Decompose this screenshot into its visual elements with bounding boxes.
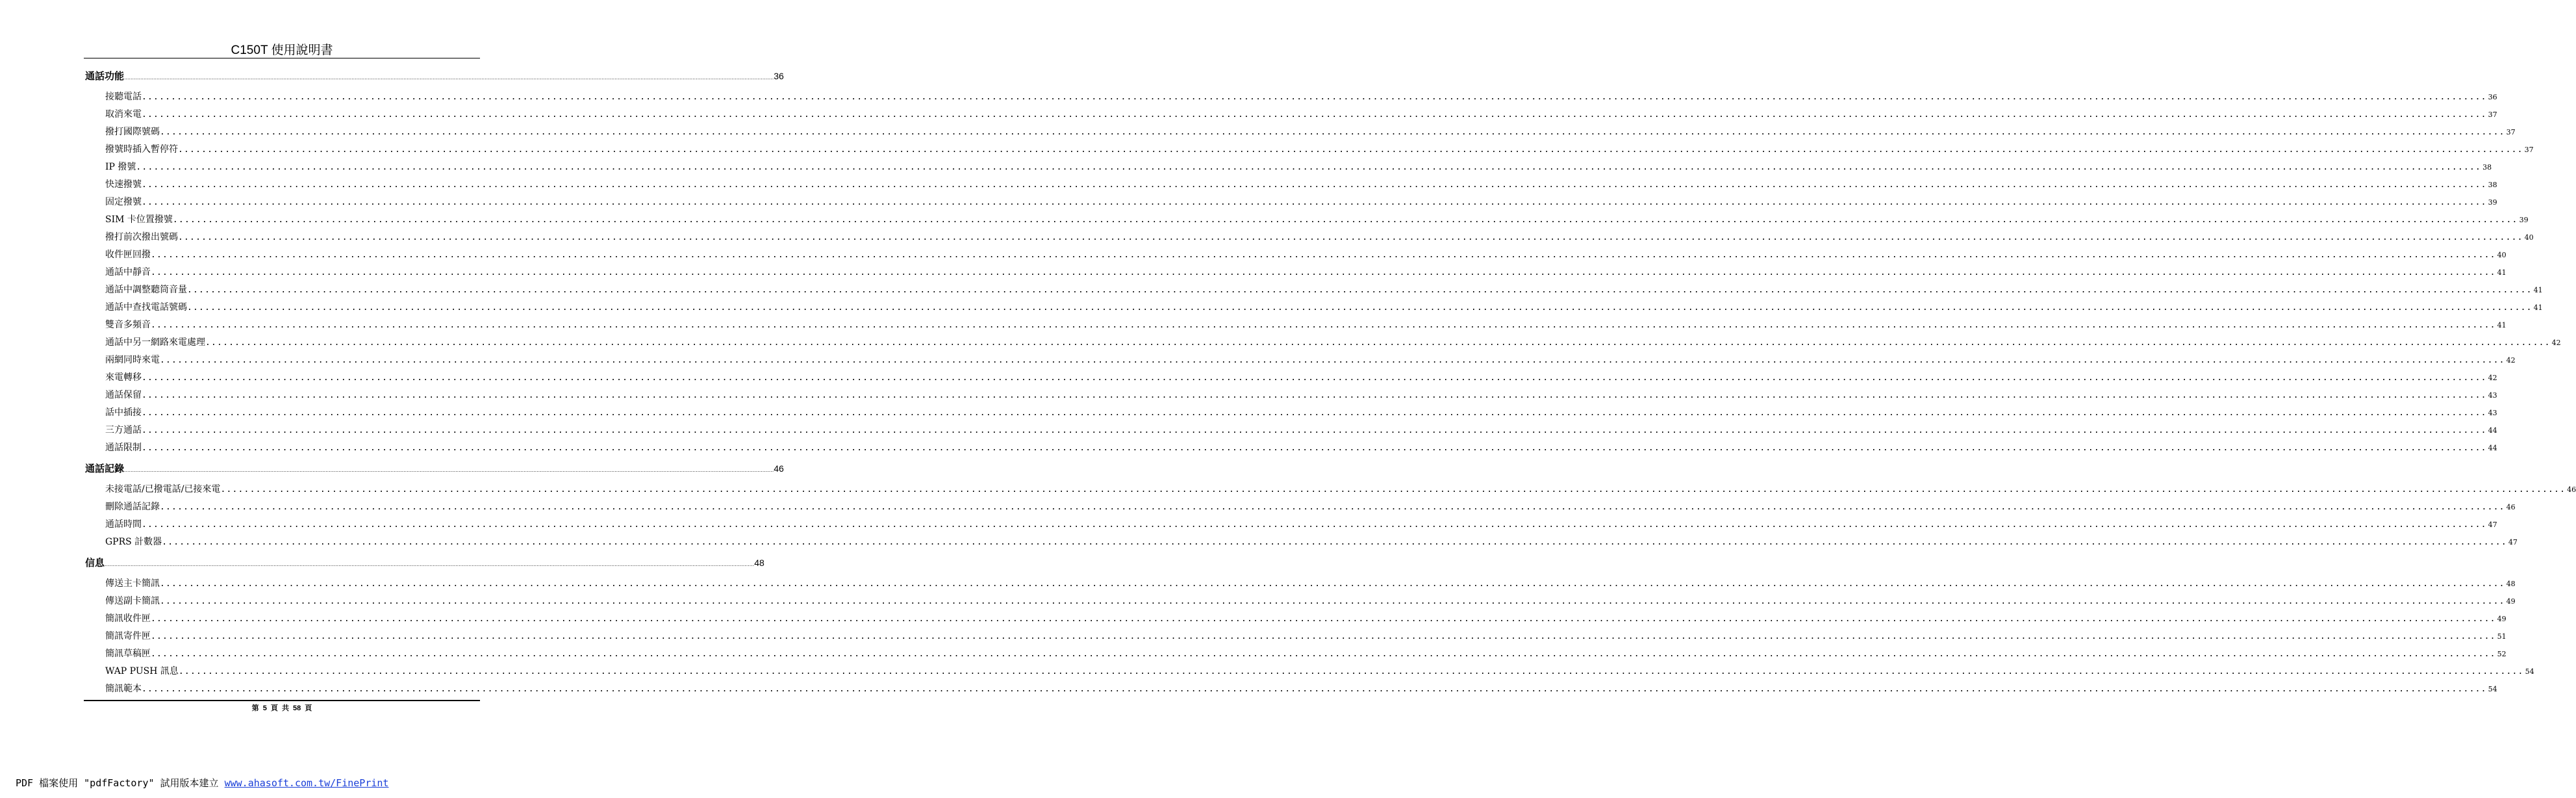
dot-leader: ................................................................................................................................................................................................................................................................................................................................................................................................................ [142,198,2487,207]
toc-item[interactable] [85,663,2534,680]
dot-leader: ................................................................................................................................................................................................................................................................................................................................................................................................................ [142,426,2487,435]
dot-leader: ................................................................................................................................................................................................................................................................................................................................................................................................................ [178,145,2523,155]
toc-entry-title: 簡訊草稿匣 [105,649,151,659]
toc-item[interactable] [85,628,2507,645]
toc-entry-page: 43 [2488,409,2497,417]
toc-entry-page: 36 [774,71,784,81]
dot-leader: ................................................................................................................................................................................................................................................................................................................................................................................................................ [136,162,2482,172]
toc-entry-title: 通話中查找電話號碼 [105,302,187,313]
toc-item[interactable] [85,516,2497,534]
toc-entry-page: 39 [2519,216,2529,224]
toc-item[interactable] [85,387,2497,404]
toc-item[interactable] [85,159,2492,176]
dot-leader: ................................................................................................................................................................................................................................................................................................................................................................................................................ [160,127,2505,137]
toc-item[interactable] [85,211,2529,229]
dot-leader: ................................................................................................................................................................................................................................................................................................................................................................................................................ [151,614,2496,624]
dot-leader: ................................................................................................................................................................................................................................................................................................................................................................................................................ [220,485,2566,495]
toc-entry-title: 通話中靜音 [105,267,151,277]
toc-entry-page: 52 [2497,650,2507,658]
toc-item[interactable] [85,439,2497,457]
toc-entry-page: 44 [2488,426,2497,435]
toc-section[interactable] [85,68,784,85]
toc-entry-page: 47 [2508,538,2518,547]
dot-leader: ................................................................................................................................................................................................................................................................................................................................................................................................................ [160,355,2505,365]
toc-entry-page: 51 [2497,632,2507,641]
toc-entry-page: 40 [2524,233,2534,242]
toc-item[interactable] [85,194,2497,211]
dot-leader: ................................................................................................................................................................................................................................................................................................................................................................................................................ [187,285,2532,295]
pdf-factory-link[interactable]: www.ahasoft.com.tw/FinePrint [224,777,389,789]
dot-leader: ................................................................................................................................................................................................................................................................................................................................................................................................................ [205,338,2551,348]
toc-item[interactable] [85,610,2507,628]
dot-leader: ................................................................................................................................................................................................................................................................................................................................................................................................................ [160,579,2505,589]
toc-entry-page: 37 [2506,128,2516,136]
toc-entry-page: 54 [2488,685,2497,693]
toc-item[interactable] [85,316,2507,334]
toc-item[interactable] [85,281,2543,299]
toc-item[interactable] [85,575,2516,593]
toc-entry-title: WAP PUSH 訊息 [105,666,179,676]
pdf-note-text: PDF 檔案使用 "pdfFactory" 試用版本建立 [16,777,225,789]
dot-leader: ................................................................................................................................................................................................................................................................................................................................................................................................................ [142,684,2487,694]
toc-entry-title: 通話保留 [105,390,142,400]
dot-leader: ................................................................................................................................................................................................................................................................................................................................................................................................................ [142,373,2487,383]
toc-item[interactable] [85,141,2534,159]
toc-entry-title: 未接電話/已撥電話/已接來電 [105,484,221,495]
toc-entry-page: 48 [2506,580,2516,588]
dot-leader: ................................................................................................................................................................................................................................................................................................................................................................................................................ [142,520,2487,530]
toc-entry-title: 通話記錄 [85,463,125,474]
dot-leader: ................................................................................................................................................................................................................................................................................................................................................................................................................ [187,303,2532,313]
toc-section[interactable] [85,554,764,572]
dot-leader: ................................................................................................................................................................................................................................................................................................................................................................................................................ [178,667,2524,676]
toc-entry-title: 來電轉移 [105,372,142,383]
dot-leader: ................................................................................................................................................................................................................................................................................................................................................................................................................ [124,467,774,473]
toc-item[interactable] [85,404,2497,422]
toc-entry-title: 接聽電話 [105,92,142,102]
toc-item[interactable] [85,88,2497,106]
toc-item[interactable] [85,534,2518,551]
dot-leader: ................................................................................................................................................................................................................................................................................................................................................................................................................ [142,391,2487,400]
toc-entry-title: IP 撥號 [105,162,136,172]
dot-leader: ................................................................................................................................................................................................................................................................................................................................................................................................................ [124,74,774,81]
toc-entry-page: 39 [2488,198,2497,207]
toc-item[interactable] [85,334,2561,352]
page-number: 第 5 頁 共 58 頁 [251,704,312,712]
toc-entry-page: 41 [2533,303,2543,312]
toc-entry-title: 雙音多頻音 [105,320,151,330]
toc-item[interactable] [85,176,2497,194]
toc-entry-page: 49 [2497,615,2507,623]
dot-leader: ................................................................................................................................................................................................................................................................................................................................................................................................................ [142,92,2487,102]
toc-entry-page: 42 [2488,374,2497,382]
toc-entry-page: 46 [2506,503,2516,511]
toc-entry-page: 36 [2488,93,2497,101]
dot-leader: ................................................................................................................................................................................................................................................................................................................................................................................................................ [151,320,2496,330]
toc-entry-title: 刪除通話記錄 [105,502,160,512]
toc-item[interactable] [85,352,2516,369]
toc-entry-title: 通話中調整聽筒音量 [105,285,187,295]
toc-entry-title: 撥號時插入暫停符 [105,144,178,155]
toc-entry-title: GPRS 計數器 [105,537,162,547]
dot-leader: ................................................................................................................................................................................................................................................................................................................................................................................................................ [172,215,2518,225]
toc-item[interactable] [85,299,2543,316]
toc-entry-title: 通話功能 [85,71,125,82]
dot-leader: ................................................................................................................................................................................................................................................................................................................................................................................................................ [151,250,2496,260]
toc-entry-title: 簡訊範本 [105,684,142,694]
toc-entry-page: 42 [2551,339,2561,347]
toc-item[interactable] [85,369,2497,387]
toc-entry-page: 41 [2497,268,2507,277]
toc-item[interactable] [85,229,2534,246]
dot-leader: ................................................................................................................................................................................................................................................................................................................................................................................................................ [151,268,2496,277]
toc-entry-title: 取消來電 [105,109,142,120]
toc-entry-page: 38 [2482,163,2492,172]
toc-entry-title: 通話時間 [105,519,142,530]
dot-leader: ................................................................................................................................................................................................................................................................................................................................................................................................................ [142,110,2487,120]
toc-item[interactable] [85,498,2516,516]
toc-entry-page: 38 [2488,181,2497,189]
dot-leader: ................................................................................................................................................................................................................................................................................................................................................................................................................ [160,502,2505,512]
toc-entry-title: 通話限制 [105,443,142,453]
toc-entry-title: 通話中另一網路來電處理 [105,337,205,348]
dot-leader: ................................................................................................................................................................................................................................................................................................................................................................................................................ [151,632,2496,641]
toc-entry-page: 41 [2497,321,2507,329]
toc-entry-title: 三方通話 [105,425,142,435]
toc-entry-page: 43 [2488,391,2497,400]
toc-entry-title: 簡訊寄件匣 [105,631,151,641]
toc-entry-page: 46 [2567,485,2576,494]
dot-leader: ................................................................................................................................................................................................................................................................................................................................................................................................................ [178,233,2523,242]
toc-entry-page: 40 [2497,251,2507,259]
toc-item[interactable] [85,680,2497,698]
dot-leader: ................................................................................................................................................................................................................................................................................................................................................................................................................ [142,180,2487,190]
toc-entry-title: 傳送主卡簡訊 [105,578,160,589]
toc-section[interactable] [85,460,784,478]
toc-entry-title: 傳送副卡簡訊 [105,596,160,606]
dot-leader: ................................................................................................................................................................................................................................................................................................................................................................................................................ [105,561,755,567]
toc-entry-title: 快速撥號 [105,179,142,190]
toc-entry-page: 54 [2525,667,2534,676]
toc-entry-page: 49 [2506,597,2516,606]
pdf-watermark-note [16,776,388,790]
toc-entry-title: 撥打國際號碼 [105,127,160,137]
toc-entry-title: 收件匣回撥 [105,250,151,260]
toc-entry-title: 話中插接 [105,407,142,418]
dot-leader: ................................................................................................................................................................................................................................................................................................................................................................................................................ [142,408,2487,418]
toc-entry-title: 信息 [85,558,105,569]
toc-item[interactable] [85,264,2507,281]
toc-item[interactable] [85,246,2507,264]
toc-item[interactable] [85,481,2576,498]
toc-entry-page: 48 [754,558,764,568]
toc-item[interactable] [85,422,2497,439]
toc-entry-title: 簡訊收件匣 [105,613,151,624]
footer-divider [84,700,480,701]
table-of-contents [85,68,2576,698]
dot-leader: ................................................................................................................................................................................................................................................................................................................................................................................................................ [142,443,2487,453]
toc-item[interactable] [85,593,2516,610]
page-title: C150T 使用說明書 [231,44,333,57]
toc-entry-title: 兩網同時來電 [105,355,160,365]
toc-entry-title: 撥打前次撥出號碼 [105,232,178,242]
toc-item[interactable] [85,123,2516,141]
toc-item[interactable] [85,106,2497,123]
toc-entry-page: 47 [2488,521,2497,529]
toc-entry-title: 固定撥號 [105,197,142,207]
toc-entry-page: 46 [774,463,784,474]
toc-entry-page: 42 [2506,356,2516,365]
dot-leader: ................................................................................................................................................................................................................................................................................................................................................................................................................ [160,597,2505,606]
toc-entry-page: 37 [2488,110,2497,119]
toc-entry-page: 44 [2488,444,2497,452]
toc-item[interactable] [85,645,2507,663]
dot-leader: ................................................................................................................................................................................................................................................................................................................................................................................................................ [151,649,2496,659]
toc-entry-page: 37 [2524,146,2534,154]
toc-entry-title: SIM 卡位置撥號 [105,214,173,225]
toc-entry-page: 41 [2533,286,2543,294]
dot-leader: ................................................................................................................................................................................................................................................................................................................................................................................................................ [162,537,2507,547]
